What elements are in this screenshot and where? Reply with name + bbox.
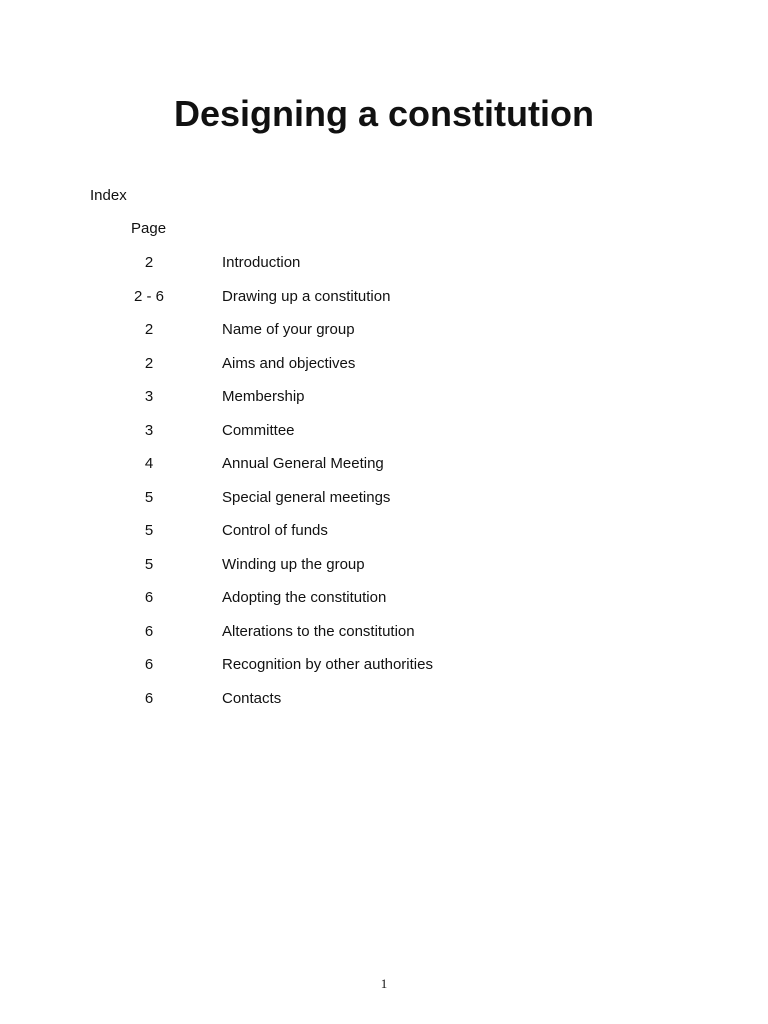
toc-entry-title: Aims and objectives	[222, 354, 356, 372]
toc-page-number: 5	[144, 522, 154, 539]
toc-page-number: 6	[144, 689, 154, 707]
toc-page-number: 2 - 6	[133, 287, 164, 305]
toc-page-number: 3	[144, 388, 154, 405]
toc-entry	[110, 489, 670, 523]
toc-page-number: 6	[144, 656, 154, 673]
toc-entry	[110, 589, 670, 623]
page-title: Designing a constitution	[174, 93, 594, 134]
toc-entry-title: Adopting the constitution	[222, 589, 387, 606]
toc-entry	[110, 355, 670, 389]
toc-page-number: 6	[144, 589, 154, 606]
toc-entry-title: Annual General Meeting	[222, 455, 384, 472]
toc-entry	[110, 422, 670, 456]
toc-page-number: 2	[144, 354, 154, 372]
toc-entry	[110, 690, 670, 724]
table-of-contents	[110, 254, 670, 723]
toc-entry	[110, 455, 670, 489]
toc-entry-title: Recognition by other authorities	[222, 656, 433, 673]
toc-entry	[110, 321, 670, 355]
toc-entry	[110, 388, 670, 422]
toc-page-number: 6	[144, 622, 154, 640]
toc-entry-title: Membership	[222, 388, 305, 405]
toc-entry-title: Special general meetings	[222, 488, 391, 506]
toc-entry-title: Drawing up a constitution	[222, 287, 391, 305]
toc-page-number: 3	[144, 421, 154, 439]
toc-entry	[110, 522, 670, 556]
toc-entry-title: Contacts	[222, 689, 282, 707]
toc-entry	[110, 656, 670, 690]
page-column-header: Page	[131, 220, 167, 237]
toc-page-number: 2	[144, 321, 154, 338]
toc-entry-title: Control of funds	[222, 522, 328, 539]
toc-entry	[110, 288, 670, 322]
toc-entry-title: Introduction	[222, 254, 301, 271]
index-heading: Index	[90, 187, 127, 204]
toc-page-number: 5	[144, 488, 154, 506]
toc-page-number: 2	[144, 254, 154, 271]
toc-entry-title: Committee	[222, 421, 295, 439]
toc-entry	[110, 556, 670, 590]
toc-entry	[110, 623, 670, 657]
toc-entry-title: Winding up the group	[222, 555, 365, 573]
toc-page-number: 4	[144, 455, 154, 472]
toc-page-number: 5	[144, 555, 154, 573]
footer-page-number: 1	[380, 976, 388, 991]
toc-entry-title: Name of your group	[222, 321, 355, 338]
toc-entry	[110, 254, 670, 288]
toc-entry-title: Alterations to the constitution	[222, 622, 415, 640]
